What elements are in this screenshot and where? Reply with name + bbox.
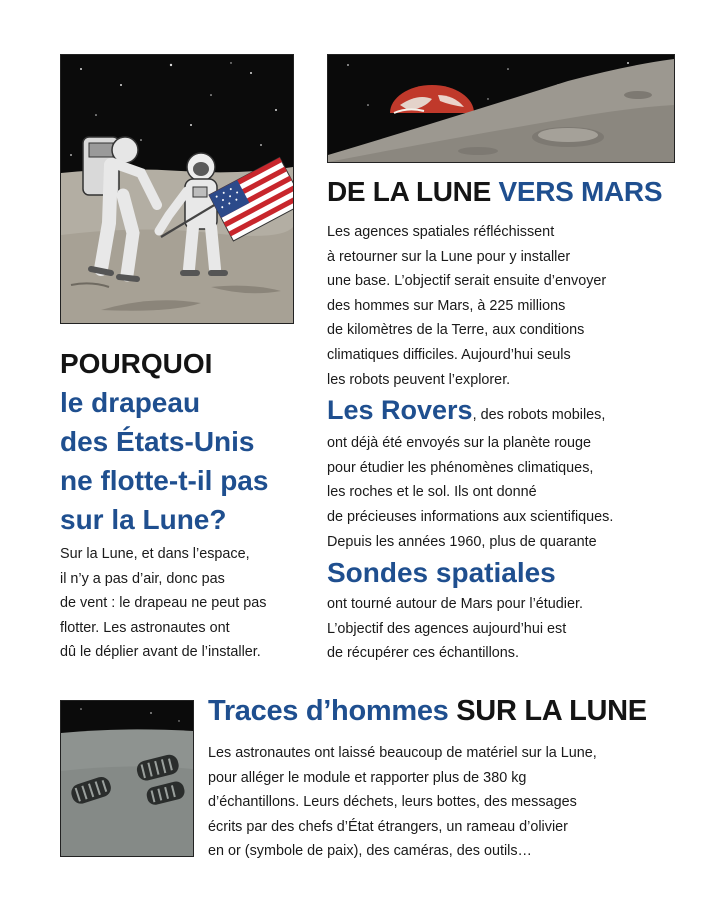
flag-body-line: il n’y a pas d’air, donc pas (60, 570, 225, 587)
flag-title-blue-line: des États-Unis (60, 426, 255, 457)
flag-body-line: Sur la Lune, et dans l’espace, (60, 546, 250, 562)
rovers-body-line: de précieuses informations aux scientifiques. (327, 508, 614, 525)
sondes-body-line: de récupérer ces échantillons. (327, 645, 519, 662)
traces-body-line: Les astronautes ont laissé beaucoup de matériel sur la Lune, (208, 745, 597, 761)
traces-title-part2: SUR LA LUNE (456, 695, 647, 727)
sondes-body-line: ont tourné autour de Mars pour l’étudier. (327, 596, 583, 613)
flag-title-blue-line: sur la Lune? (60, 504, 227, 535)
mars-title-part1: DE LA LUNE (327, 176, 499, 207)
mars-intro-line: à retourner sur la Lune pour y installer (327, 248, 571, 265)
mars-section-title (327, 177, 662, 207)
traces-section-title (208, 696, 647, 726)
flag-title-blue-line: ne flotte-t-il pas (60, 465, 269, 496)
rovers-body-line: les roches et le sol. Ils ont donné (327, 484, 537, 501)
mars-title-part2: VERS MARS (498, 176, 663, 207)
rovers-heading: Les Rovers (327, 395, 473, 426)
traces-body-line: en or (symbole de paix), des caméras, des outils… (208, 843, 532, 860)
traces-body-line: écrits par des chefs d’État étrangers, un rameau d’olivier (208, 818, 568, 835)
flag-title-line1: POURQUOI (60, 348, 213, 379)
footprints-illustration (60, 700, 194, 857)
traces-body-line: pour alléger le module et rapporter plus de 380 kg (208, 769, 527, 786)
rovers-body-line: pour étudier les phénomènes climatiques, (327, 459, 594, 476)
traces-section-body (208, 741, 688, 864)
mars-section-body (327, 220, 697, 666)
flag-body-line: flotter. Les astronautes ont (60, 619, 230, 636)
flag-body-line: dû le déplier avant de l’installer. (60, 644, 261, 661)
flag-title-blue-line: le drapeau (60, 387, 201, 418)
flag-body-line: de vent : le drapeau ne peut pas (60, 595, 267, 612)
astronauts-flag-illustration (60, 54, 294, 324)
sondes-heading: Sondes spatiales (327, 557, 556, 589)
flag-section-body (60, 542, 300, 665)
flag-question-title (60, 344, 268, 539)
rovers-line (327, 394, 697, 431)
rovers-body-line: ont déjà été envoyés sur la planète rouge (327, 435, 592, 452)
mars-intro-line: des hommes sur Mars, à 225 millions (327, 297, 566, 314)
rovers-first-line: , des robots mobiles, (472, 407, 606, 424)
mars-intro-line: les robots peuvent l’explorer. (327, 371, 511, 388)
mars-intro-line: Les agences spatiales réfléchissent (327, 224, 555, 240)
rovers-body-line: Depuis les années 1960, plus de quarante (327, 533, 597, 550)
mars-intro-line: de kilomètres de la Terre, aux conditions (327, 322, 585, 339)
sondes-body-line: L’objectif des agences aujourd’hui est (327, 620, 567, 637)
mars-intro-line: une base. L’objectif serait ensuite d’envoyer (327, 273, 607, 290)
traces-body-line: d’échantillons. Leurs déchets, leurs bottes, des messages (208, 794, 577, 811)
earthrise-illustration (327, 54, 675, 163)
mars-intro-line: climatiques difficiles. Aujourd’hui seuls (327, 346, 571, 363)
traces-title-part1: Traces d’hommes (208, 695, 457, 727)
